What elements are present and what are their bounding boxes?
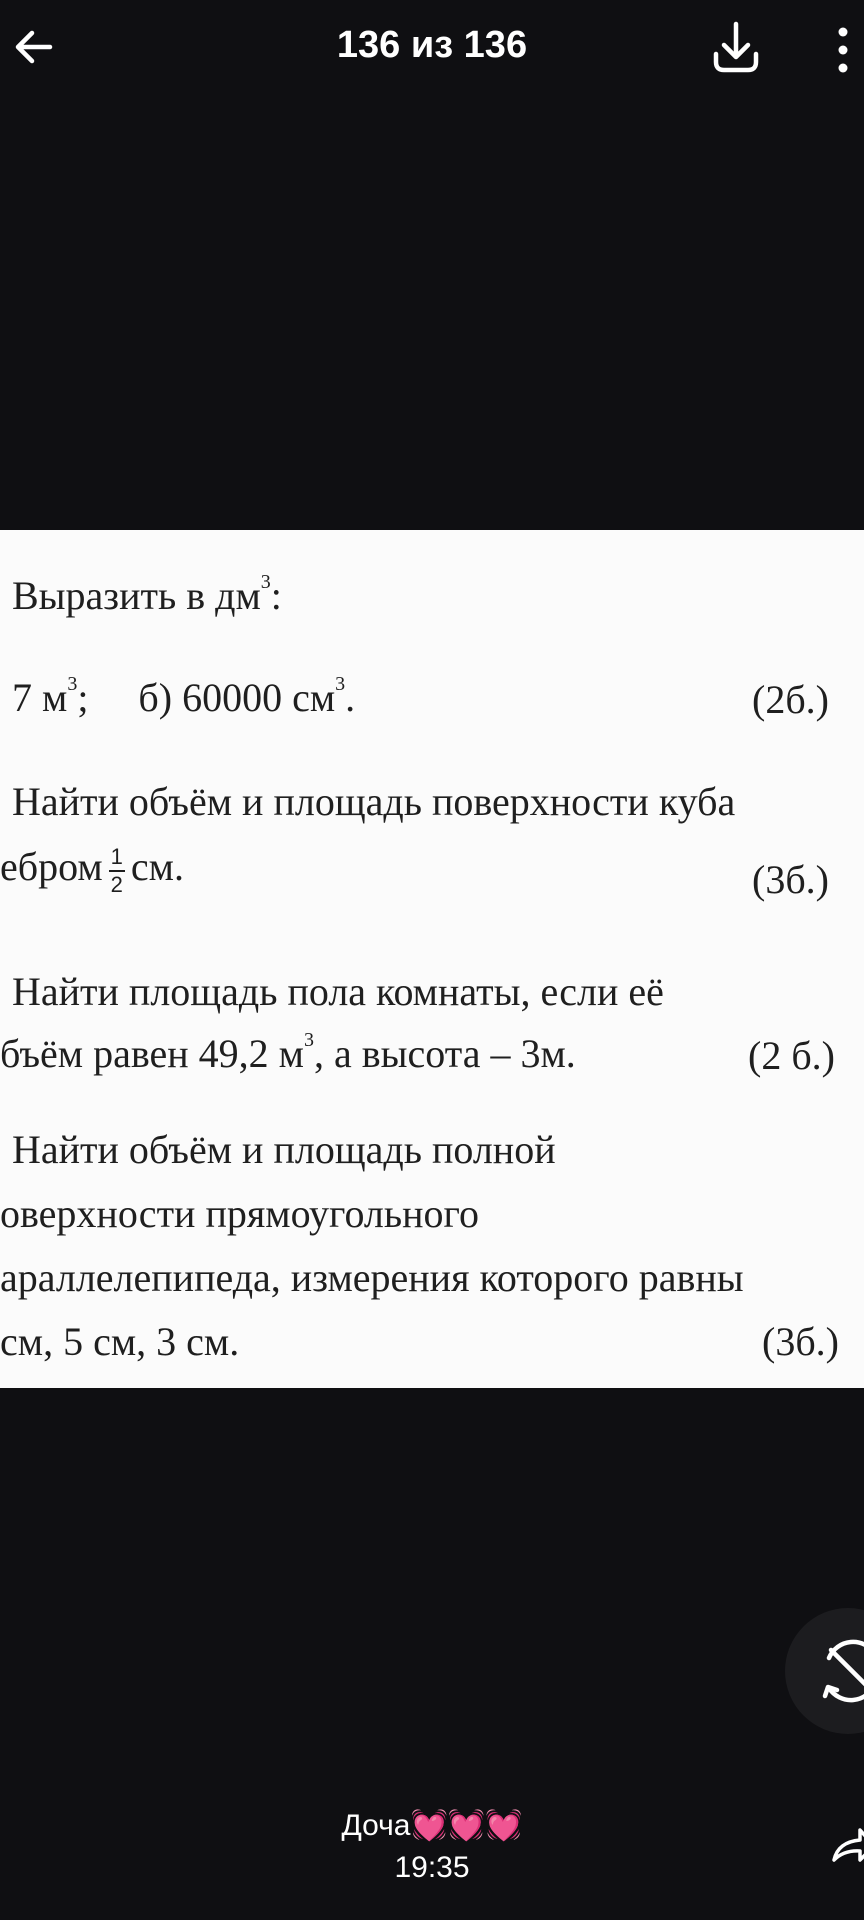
rotate-button[interactable] — [785, 1608, 864, 1734]
task-line-3: Найти объём и площадь поверхности куба — [12, 779, 736, 824]
task-text: , а высота – 3м. — [313, 1031, 576, 1076]
points-label: (2 б.) — [748, 1033, 835, 1078]
points-label: (3б.) — [762, 1319, 839, 1364]
download-icon — [708, 18, 764, 78]
sender-name: Доча💓💓💓 — [341, 1809, 523, 1842]
image-caption — [0, 1808, 864, 1885]
download-button[interactable] — [708, 18, 764, 78]
top-bar — [0, 0, 864, 100]
task-text: Выразить в дм — [12, 573, 261, 618]
points-label: (3б.) — [752, 857, 829, 902]
task-text: 7 м — [12, 675, 68, 720]
more-vert-icon — [828, 22, 858, 78]
rotate-icon — [785, 1608, 864, 1734]
task-line-4 — [0, 846, 184, 896]
fraction — [109, 846, 125, 896]
task-line-7: Найти объём и площадь полной — [12, 1127, 556, 1172]
task-text: : — [270, 573, 282, 618]
task-text: ; б) 60000 см — [77, 675, 336, 720]
task-text: ебром — [0, 844, 103, 890]
task-text: . — [345, 675, 356, 720]
fraction-numerator: 1 — [109, 846, 125, 872]
task-line-9: араллелепипеда, измерения которого равны — [0, 1255, 744, 1300]
exponent: 3 — [303, 1029, 314, 1051]
exponent: 3 — [335, 673, 346, 695]
more-options-button[interactable] — [828, 22, 858, 78]
timestamp: 19:35 — [394, 1851, 470, 1884]
task-line-8: оверхности прямоугольного — [0, 1191, 479, 1236]
task-line-6 — [0, 1029, 576, 1076]
task-text: см. — [130, 844, 184, 890]
task-line-1 — [12, 571, 282, 618]
task-line-10: см, 5 см, 3 см. — [0, 1319, 240, 1364]
task-line-5: Найти площадь пола комнаты, если её — [12, 969, 664, 1014]
task-text: бъём равен 49,2 м — [0, 1031, 304, 1076]
fraction-denominator: 2 — [110, 872, 123, 897]
worksheet-photo[interactable] — [0, 530, 864, 1388]
page-title: 136 из 136 — [336, 24, 528, 66]
task-line-2 — [12, 673, 356, 720]
exponent: 3 — [260, 571, 271, 593]
points-label: (2б.) — [752, 677, 829, 722]
exponent: 3 — [67, 673, 78, 695]
